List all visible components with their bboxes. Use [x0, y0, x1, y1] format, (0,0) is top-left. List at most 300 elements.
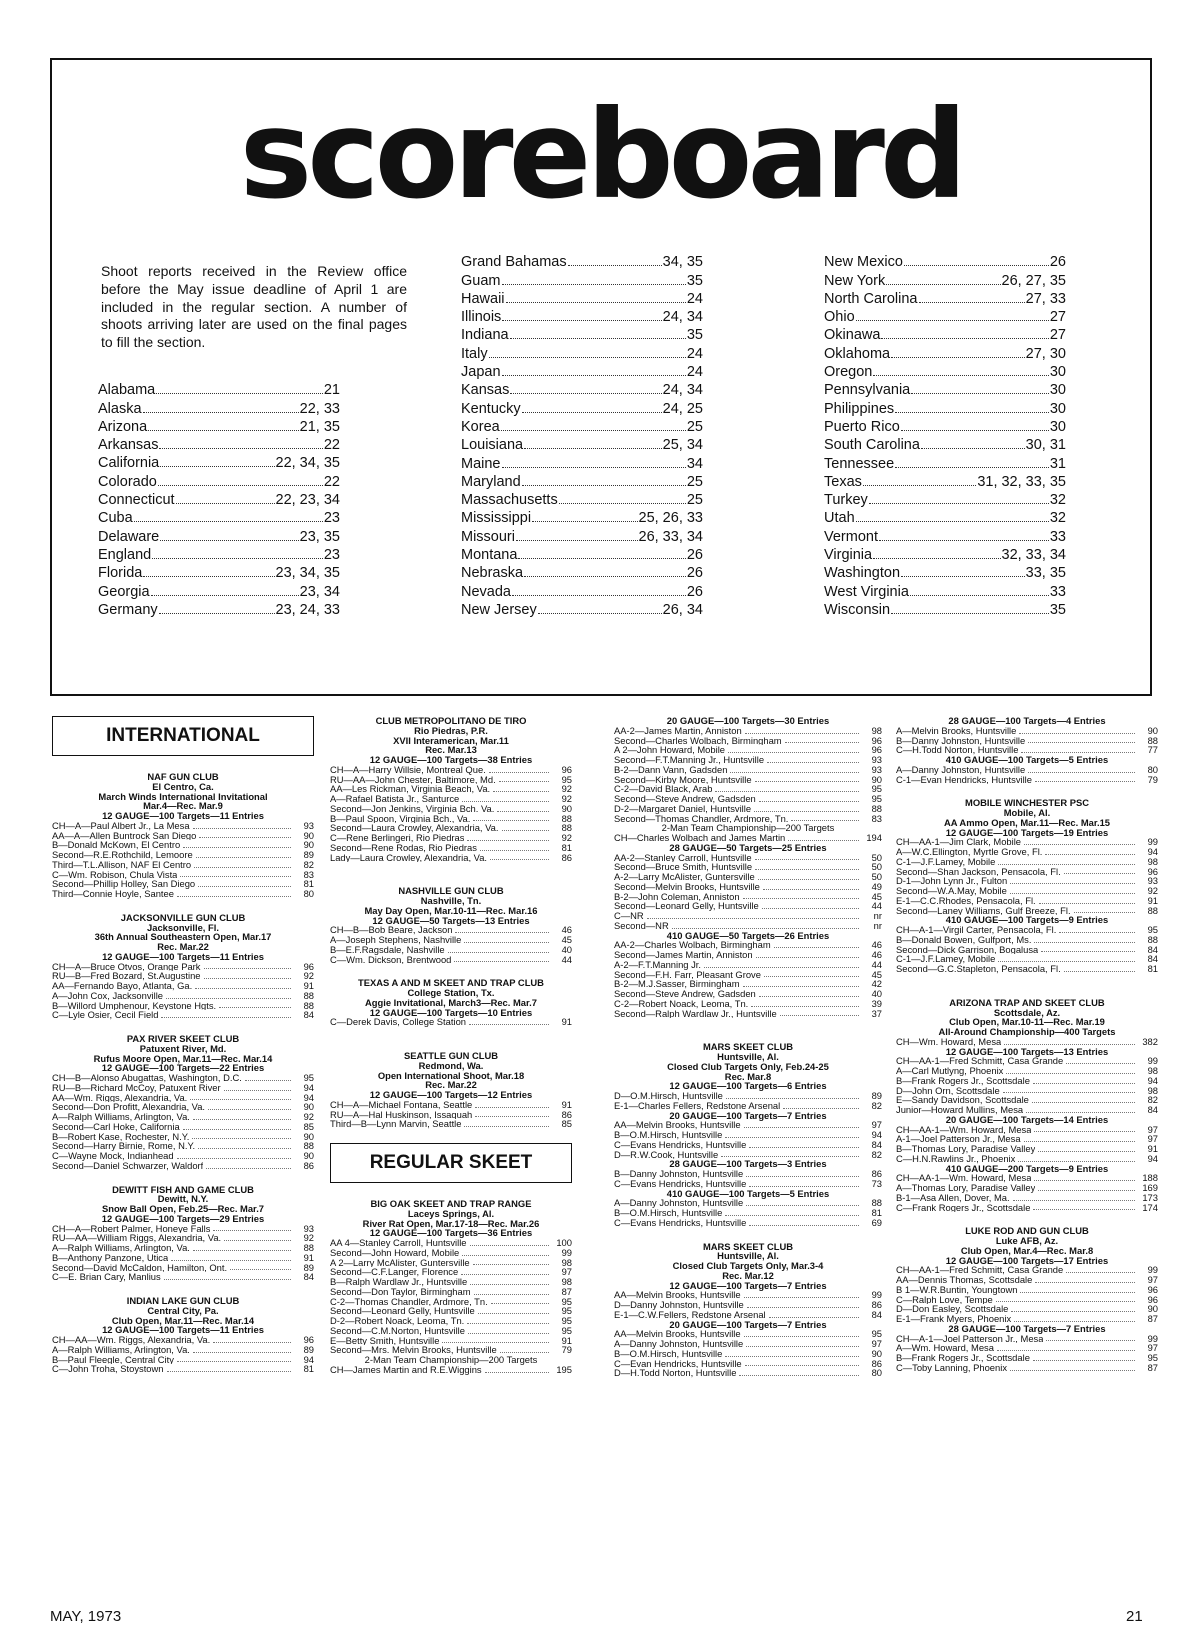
index-state: Oregon	[824, 364, 873, 381]
score: 94	[303, 1091, 314, 1103]
result-row	[330, 935, 572, 945]
result-row	[52, 1122, 314, 1132]
result-row	[330, 1017, 572, 1027]
score: 96	[871, 744, 882, 756]
leader-dots	[1010, 886, 1135, 894]
score: 46	[871, 949, 882, 960]
index-state: Ohio	[824, 309, 855, 326]
score: 45	[871, 968, 882, 980]
score: 89	[303, 1261, 314, 1273]
leader-dots	[756, 950, 859, 958]
score: 73	[871, 1177, 882, 1189]
leader-dots	[749, 1179, 859, 1187]
shooter-name: A—Carl Mutlyng, Phoenix	[896, 1066, 1004, 1076]
index-pages: 30	[1049, 418, 1066, 435]
shooter-name: D-1—John Lynn Jr., Fulton	[896, 876, 1008, 886]
result-row	[614, 950, 882, 960]
event-heading: NAF GUN CLUB	[147, 771, 219, 782]
leader-dots	[780, 1009, 859, 1017]
index-row	[98, 581, 340, 599]
shooter-name: C—Evan Hendricks, Huntsville	[614, 1358, 742, 1369]
leader-dots	[745, 726, 859, 734]
leader-dots	[193, 821, 291, 829]
score: 90	[303, 1150, 314, 1161]
shooter-name: AA-2—James Martin, Anniston	[614, 725, 742, 736]
leader-dots	[749, 1218, 859, 1226]
leader-dots	[1004, 1037, 1135, 1045]
index-state: Turkey	[824, 492, 868, 509]
result-row	[896, 1076, 1158, 1086]
score: 88	[871, 1197, 882, 1209]
result-row	[330, 804, 572, 814]
leader-dots	[1041, 945, 1135, 953]
shooter-name: A 2—Larry McAlister, Guntersville	[330, 1257, 470, 1268]
score: 98	[1147, 1065, 1158, 1076]
leader-dots	[1035, 1275, 1135, 1283]
event-heading: LUKE ROD AND GUN CLUB	[965, 1225, 1089, 1237]
leader-dots	[1010, 1363, 1135, 1371]
event-heading: ARIZONA TRAP AND SKEET CLUB	[949, 996, 1105, 1008]
score: 90	[871, 1347, 882, 1359]
leader-dots	[193, 1243, 291, 1251]
index-row	[461, 380, 703, 398]
leader-dots	[480, 843, 549, 851]
result-row	[52, 1001, 314, 1011]
event-heading: Rec. Mar.22	[425, 1079, 477, 1091]
result-row	[52, 1132, 314, 1142]
shooter-name: B—E.F.Ragsdale, Nashville	[330, 944, 445, 955]
score: 89	[303, 849, 314, 860]
leader-dots	[647, 911, 859, 919]
event-heading: 28 GAUGE—100 Targets—3 Entries	[669, 1158, 827, 1170]
result-row	[896, 1173, 1158, 1183]
index-state: Japan	[461, 364, 501, 381]
leader-dots	[1034, 1173, 1135, 1181]
index-row	[824, 343, 1066, 361]
index-row	[461, 435, 703, 453]
result-row	[896, 857, 1158, 867]
index-row	[461, 398, 703, 416]
shooter-name: Second—Ralph Wardlaw Jr., Huntsville	[614, 1008, 777, 1019]
index-leader	[901, 576, 1025, 577]
score: 81	[871, 1207, 882, 1218]
shooter-name: A—Joseph Stephens, Nashville	[330, 935, 462, 945]
event-heading: 12 GAUGE—100 Targets—12 Entries	[369, 1089, 533, 1100]
shooter-name: RU—AA—William Riggs, Alexandria, Va.	[52, 1233, 222, 1243]
result-row	[896, 726, 1158, 736]
index-leader	[886, 284, 1000, 285]
leader-dots	[500, 1345, 549, 1353]
score: 96	[871, 734, 882, 746]
index-leader	[148, 430, 299, 431]
score: 95	[561, 773, 572, 785]
score: 84	[303, 1009, 314, 1021]
shooter-name: C—E. Brian Cary, Manlius	[52, 1272, 161, 1282]
event-heading: NASHVILLE GUN CLUB	[398, 885, 504, 897]
score: 98	[1147, 855, 1158, 867]
score: 83	[303, 868, 314, 880]
score: 94	[1147, 1074, 1158, 1086]
result-row	[614, 892, 882, 902]
score: 81	[1147, 963, 1158, 974]
leader-dots	[491, 1297, 549, 1305]
score: 195	[556, 1363, 572, 1375]
index-pages: 21	[323, 382, 340, 399]
index-row	[461, 490, 703, 508]
shooter-name: Second—Phillip Holley, San Diego	[52, 879, 196, 889]
leader-dots	[1013, 1193, 1135, 1201]
shooter-name: RU—B—Richard McCoy, Patuxent River	[52, 1082, 221, 1093]
index-state: Kentucky	[461, 400, 521, 417]
index-pages: 25	[686, 473, 703, 490]
shooter-name: Second—Leonard Gelly, Huntsville	[330, 1306, 475, 1316]
index-pages: 24, 34	[662, 309, 703, 326]
index-row	[461, 472, 703, 490]
event-heading: TEXAS A AND M SKEET AND TRAP CLUB	[358, 977, 544, 989]
index-state: Virginia	[824, 547, 873, 564]
index-pages: 30	[1049, 364, 1066, 381]
score: 85	[303, 1120, 314, 1132]
spacer	[330, 1027, 572, 1051]
shooter-name: Second—John Howard, Mobile	[330, 1247, 460, 1258]
leader-dots	[1026, 1105, 1135, 1113]
score: 46	[871, 939, 882, 951]
result-row	[330, 784, 572, 794]
leader-dots	[704, 960, 859, 968]
score: 97	[1147, 1274, 1158, 1285]
shooter-name: A—Melvin Brooks, Huntsville	[896, 725, 1017, 736]
shooter-name: B—Thomas Lory, Paradise Valley	[896, 1144, 1036, 1154]
index-row	[824, 380, 1066, 398]
index-leader	[881, 338, 1048, 339]
index-leader	[856, 521, 1049, 522]
score: 97	[871, 1338, 882, 1349]
index-leader	[522, 485, 686, 486]
event-heading: 410 GAUGE—100 Targets—5 Entries	[666, 1187, 830, 1199]
result-row	[896, 1125, 1158, 1135]
shooter-name: Second—NR	[614, 920, 669, 931]
result-row	[614, 1329, 882, 1339]
shooter-name: A-2—Larry McAlister, Guntersville	[614, 872, 755, 882]
shooter-name: B—O.M.Hirsch, Huntsville	[614, 1348, 723, 1359]
score: 87	[561, 1285, 572, 1297]
shooter-name: Second—Kirby Moore, Huntsville	[614, 774, 752, 785]
index-row	[824, 508, 1066, 526]
result-row	[896, 1203, 1158, 1213]
index-state: Nevada	[461, 583, 511, 600]
score: 91	[561, 1334, 572, 1346]
index-state: New Jersey	[461, 601, 537, 618]
result-row	[614, 1198, 882, 1208]
index-state: Puerto Rico	[824, 418, 900, 435]
result-row	[330, 1258, 572, 1268]
score: 94	[303, 1353, 314, 1365]
shooter-name: E-1—C.C.Rhodes, Pensacola, Fl.	[896, 895, 1036, 906]
result-row	[614, 1120, 882, 1130]
leader-dots	[755, 853, 859, 861]
index-leader	[160, 466, 274, 467]
result-row	[330, 1297, 572, 1307]
index-state: Alaska	[98, 400, 142, 417]
index-leader	[895, 412, 1049, 413]
leader-dots	[192, 1132, 291, 1140]
shooter-name: C—Rene Berlingeri, Rio Piedras	[330, 833, 465, 843]
result-row	[614, 970, 882, 980]
event-heading: Jacksonville, Fl.	[147, 921, 219, 933]
score: 49	[871, 880, 882, 892]
index-row	[824, 453, 1066, 471]
leader-dots	[672, 921, 859, 929]
leader-dots	[468, 1326, 549, 1334]
leader-dots	[474, 1287, 549, 1295]
score: 85	[561, 1118, 572, 1130]
index-pages: 32	[1049, 492, 1066, 509]
score: 98	[871, 724, 882, 736]
index-state: Arkansas	[98, 437, 159, 454]
index-state: Louisiana	[461, 437, 524, 454]
leader-dots	[997, 1343, 1135, 1351]
result-row	[614, 1359, 882, 1369]
leader-dots	[1059, 925, 1135, 933]
index-row	[824, 490, 1066, 508]
leader-dots	[755, 775, 859, 783]
result-row	[614, 862, 882, 872]
event-heading: AA Ammo Open, Mar.11—Rec. Mar.15	[943, 816, 1111, 828]
leader-dots	[490, 853, 549, 861]
index-leader	[159, 448, 322, 449]
leader-dots	[1006, 1066, 1135, 1074]
score: 37	[871, 1007, 882, 1019]
shooter-name: Second—Bruce Smith, Huntsville	[614, 862, 753, 872]
shooter-name: CH—A—Robert Palmer, Honeye Falls	[52, 1223, 211, 1234]
leader-dots	[1038, 1183, 1135, 1191]
event-heading: Rec. Mar.12	[722, 1269, 774, 1281]
leader-dots	[746, 1198, 859, 1206]
index-pages: 26, 27, 35	[1001, 272, 1066, 289]
index-state: Okinawa	[824, 327, 881, 344]
index-state: Kansas	[461, 382, 510, 399]
score: 90	[1147, 724, 1158, 736]
index-leader	[502, 467, 686, 468]
leader-dots	[166, 991, 291, 999]
shooter-name: C—H.Todd Norton, Huntsville	[896, 745, 1019, 755]
event-heading: Redmond, Wa.	[418, 1059, 484, 1071]
result-row	[330, 1326, 572, 1336]
section-header: INTERNATIONAL	[52, 716, 314, 756]
index-leader	[143, 576, 274, 577]
shooter-name: CH—A—Michael Fontana, Seattle	[330, 1099, 473, 1110]
leader-dots	[454, 955, 549, 963]
spacer	[52, 1020, 314, 1034]
index-row	[461, 343, 703, 361]
event-heading: May Day Open, Mar.10-11—Rec. Mar.16	[364, 904, 538, 916]
leader-dots	[485, 1365, 549, 1373]
result-row	[330, 853, 572, 863]
score: 100	[556, 1237, 572, 1248]
leader-dots	[230, 1263, 291, 1271]
shooter-name: Second—Laney Williams, Gulf Breeze, Fl.	[896, 905, 1071, 916]
shooter-name: B—Willord Umphenour, Keystone Hgts.	[52, 1000, 217, 1011]
result-row	[896, 935, 1158, 945]
event-heading: River Rat Open, Mar.17-18—Rec. Mar.26	[362, 1217, 540, 1229]
shooter-name: C—H.N.Rawlins Jr., Phoenix	[896, 1153, 1016, 1164]
leader-dots	[774, 940, 859, 948]
state-index-col-2	[461, 252, 703, 618]
result-row	[330, 1238, 572, 1248]
leader-dots	[164, 1272, 291, 1280]
result-row	[896, 1144, 1158, 1154]
result-row	[614, 940, 882, 950]
score: 82	[303, 858, 314, 870]
index-row	[98, 490, 340, 508]
result-row	[614, 911, 882, 921]
leader-dots	[754, 804, 859, 812]
shooter-name: CH—James Martin and R.E.Wiggins	[330, 1364, 482, 1375]
shooter-name: E-1—C.W.Fellers, Redstone Arsenal	[614, 1309, 766, 1320]
index-pages: 25, 26, 33	[638, 510, 703, 527]
score: 84	[871, 1138, 882, 1150]
index-row	[461, 545, 703, 563]
index-leader	[134, 521, 323, 522]
index-pages: 24, 34	[662, 382, 703, 399]
shooter-name: Second—Steve Andrew, Gadsden	[614, 989, 756, 999]
score: 95	[871, 783, 882, 795]
result-row	[896, 867, 1158, 877]
shooter-name: AA—Wm. Riggs, Alexandria, Va.	[52, 1092, 188, 1103]
index-row	[824, 563, 1066, 581]
index-state: Mississippi	[461, 510, 532, 527]
index-pages: 22	[323, 473, 340, 490]
index-row	[98, 398, 340, 416]
index-pages: 23, 24, 33	[275, 601, 340, 618]
event-heading: 12 GAUGE—100 Targets—38 Entries	[369, 754, 533, 765]
score: 44	[561, 953, 572, 965]
index-leader	[524, 576, 686, 577]
index-row	[824, 307, 1066, 325]
leader-dots	[998, 857, 1135, 865]
shooter-name: A—Wm. Howard, Mesa	[896, 1343, 994, 1353]
result-row	[614, 882, 882, 892]
index-state: Grand Bahamas	[461, 254, 567, 271]
event-heading: Patuxent River, Md.	[139, 1042, 227, 1054]
shooter-name: AA—Melvin Brooks, Huntsville	[614, 1329, 741, 1339]
leader-dots	[177, 1355, 291, 1363]
event-heading: March Winds International Invitational	[98, 790, 268, 802]
leader-dots	[1024, 1134, 1135, 1142]
leader-dots	[1066, 1265, 1135, 1273]
index-row	[824, 545, 1066, 563]
index-row	[98, 545, 340, 563]
leader-dots	[725, 1349, 859, 1357]
event-heading: MOBILE WINCHESTER PSC	[965, 797, 1089, 809]
score: 188	[1142, 1172, 1158, 1184]
result-row	[896, 1334, 1158, 1344]
result-row	[896, 954, 1158, 964]
event-heading: Rio Piedras, P.R.	[414, 724, 488, 736]
score: 46	[561, 924, 572, 936]
score: 89	[303, 1343, 314, 1355]
event-heading: PAX RIVER SKEET CLUB	[126, 1033, 240, 1044]
index-leader	[524, 448, 662, 449]
result-row	[896, 1183, 1158, 1193]
result-row	[52, 962, 314, 972]
score: 94	[303, 1081, 314, 1093]
index-row	[98, 563, 340, 581]
result-row	[614, 979, 882, 989]
leader-dots	[473, 814, 549, 822]
result-row	[896, 765, 1158, 775]
index-pages: 24	[686, 290, 703, 307]
shooter-name: E-1—Charles Fellers, Redstone Arsenal	[614, 1100, 781, 1111]
shooter-name: Second—C.F.Langer, Florence	[330, 1267, 459, 1277]
leader-dots	[219, 1001, 291, 1009]
shooter-name: B—O.M.Hirsch, Huntsville	[614, 1130, 723, 1140]
index-leader	[143, 412, 299, 413]
event-heading: 12 GAUGE—100 Targets—10 Entries	[369, 1006, 533, 1018]
result-row	[330, 955, 572, 965]
shooter-name: Lady—Laura Crowley, Alexandria, Va.	[330, 852, 488, 863]
index-row	[824, 526, 1066, 544]
index-pages: 27	[1049, 309, 1066, 326]
index-row	[98, 453, 340, 471]
result-row	[52, 1243, 314, 1253]
index-pages: 32, 33, 34	[1001, 547, 1066, 564]
score: 93	[303, 819, 314, 831]
leader-dots	[183, 840, 291, 848]
shooter-name: D—R.W.Cook, Huntsville	[614, 1149, 719, 1160]
leader-dots	[1020, 1285, 1135, 1293]
shooter-name: CH—AA-1—Wm. Howard, Mesa	[896, 1173, 1032, 1183]
score: 91	[1147, 1143, 1158, 1154]
event-heading: 20 GAUGE—100 Targets—14 Entries	[945, 1113, 1109, 1125]
score: 92	[303, 970, 314, 982]
result-row	[614, 853, 882, 863]
score: 86	[561, 851, 572, 863]
score: 94	[1147, 1152, 1158, 1164]
index-leader	[895, 467, 1049, 468]
shooter-name: Second—Harry Birnie, Rome, N.Y.	[52, 1141, 196, 1151]
result-row	[52, 1364, 314, 1374]
spacer	[896, 784, 1158, 798]
leader-dots	[725, 1208, 859, 1216]
leader-dots	[245, 1073, 291, 1081]
event-heading: MARS SKEET CLUB	[702, 1240, 794, 1252]
leader-dots	[762, 901, 859, 909]
shooter-name: C—Wm. Dickson, Brentwood	[330, 954, 452, 965]
shooter-name: CH—Charles Wolbach and James Martin	[614, 833, 786, 843]
index-row	[824, 252, 1066, 270]
score: 93	[871, 754, 882, 765]
score: 90	[303, 839, 314, 851]
index-pages: 23	[323, 546, 340, 563]
leader-dots	[721, 1150, 859, 1158]
leader-dots	[194, 860, 291, 868]
result-row	[614, 1218, 882, 1228]
score: 99	[1147, 836, 1158, 848]
shooter-name: A—W.C.Ellington, Myrtle Grove, Fl.	[896, 847, 1043, 857]
shooter-name: RU—A—Hal Huskinson, Issaquah	[330, 1109, 473, 1120]
index-row	[461, 563, 703, 581]
result-row	[52, 1073, 314, 1083]
leader-dots	[204, 971, 292, 979]
index-state: Maine	[461, 455, 501, 472]
score: 86	[303, 1159, 314, 1171]
index-leader	[921, 448, 1025, 449]
score: 44	[871, 958, 882, 970]
index-pages: 25, 34	[662, 437, 703, 454]
event-heading: El Centro, Ca.	[152, 780, 214, 792]
shooter-name: Second—Dick Garrison, Bogalusa	[896, 944, 1039, 955]
